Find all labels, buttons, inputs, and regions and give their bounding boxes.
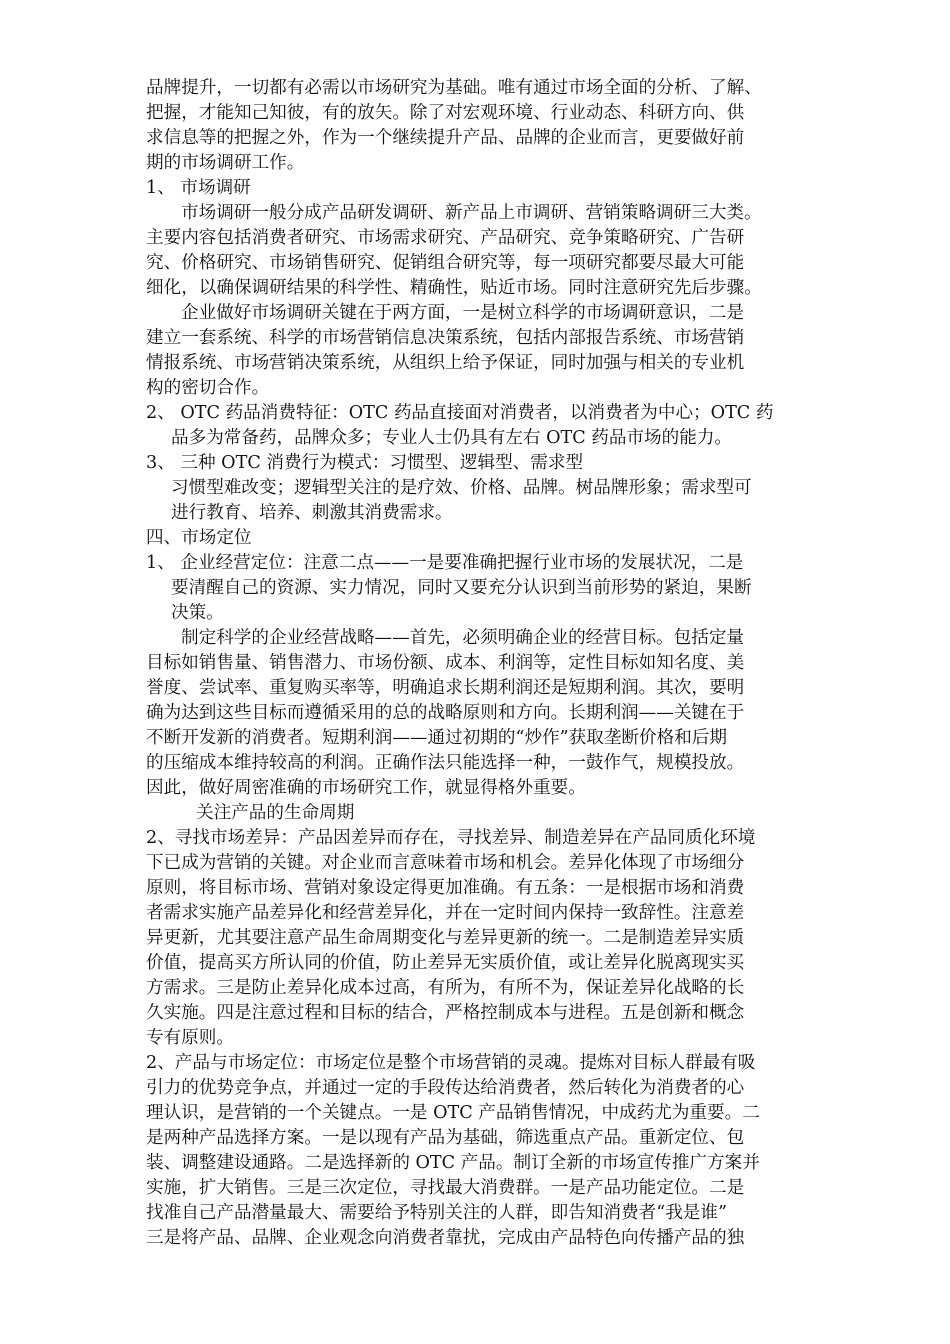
text-line: 细化，以确保调研结果的科学性、精确性，贴近市场。同时注意研究先后步骤。	[146, 278, 762, 298]
text-line: 情报系统、市场营销决策系统，从组织上给予保证，同时加强与相关的专业机	[146, 353, 745, 373]
text-line: 方需求。三是防止差异化成本过高，有所为，有所不为，保证差异化战略的长	[146, 978, 745, 998]
text-line: 把握，才能知己知彼，有的放矢。除了对宏观环境、行业动态、科研方向、供	[146, 103, 745, 123]
text-line: 下已成为营销的关键。对企业而言意味着市场和机会。差异化体现了市场细分	[146, 853, 745, 873]
text-line: 因此，做好周密准确的市场研究工作，就显得格外重要。	[146, 778, 586, 798]
text-line: 品多为常备药，品牌众多；专业人士仍具有左右 OTC 药品市场的能力。	[171, 428, 733, 448]
text-line: 专有原则。	[146, 1028, 234, 1048]
text-line: 久实施。四是注意过程和目标的结合，严格控制成本与进程。五是创新和概念	[146, 1003, 745, 1023]
text-line: 主要内容包括消费者研究、市场需求研究、产品研究、竞争策略研究、广告研	[146, 228, 745, 248]
text-line: 制定科学的企业经营战略——首先，必须明确企业的经营目标。包括定量	[181, 628, 745, 648]
text-line: 要清醒自己的资源、实力情况，同时又要充分认识到当前形势的紧迫，果断	[171, 578, 752, 598]
section-heading: 关注产品的生命周期	[196, 803, 355, 823]
text-line: 誉度、尝试率、重复购买率等，明确追求长期利润还是短期利润。其次，要明	[146, 678, 745, 698]
list-item: 2、 OTC 药品消费特征：OTC 药品直接面对消费者，以消费者为中心；OTC 药	[146, 403, 774, 423]
text-line: 三是将产品、品牌、企业观念向消费者靠扰，完成由产品特色向传播产品的独	[146, 1228, 745, 1248]
text-line: 目标如销售量、销售潜力、市场份额、成本、利润等，定性目标如知名度、美	[146, 653, 745, 673]
document-body	[146, 76, 810, 1251]
text-line: 价值，提高买方所认同的价值，防止差异无实质价值，或让差异化脱离现实买	[146, 953, 745, 973]
text-line: 者需求实施产品差异化和经营差异化，并在一定时间内保持一致辞性。注意差	[146, 903, 745, 923]
list-item: 2、产品与市场定位：市场定位是整个市场营销的灵魂。提炼对目标人群最有吸	[146, 1053, 756, 1073]
text-line: 装、调整建设通路。二是选择新的 OTC 产品。制订全新的市场宣传推广方案并	[146, 1153, 760, 1173]
text-line: 原则，将目标市场、营销对象设定得更加准确。有五条：一是根据市场和消费	[146, 878, 745, 898]
text-line: 异更新，尤其要注意产品生命周期变化与差异更新的统一。二是制造差异实质	[146, 928, 745, 948]
list-item: 3、 三种 OTC 消费行为模式：习惯型、逻辑型、需求型	[146, 453, 584, 473]
text-line: 找准自己产品潜量最大、需要给予特别关注的人群，即告知消费者“我是谁”	[146, 1203, 727, 1223]
text-line: 构的密切合作。	[146, 378, 270, 398]
text-line: 求信息等的把握之外，作为一个继续提升产品、品牌的企业而言，更要做好前	[146, 128, 745, 148]
text-line: 市场调研一般分成产品研发调研、新产品上市调研、营销策略调研三大类。	[181, 203, 762, 223]
text-line: 究、价格研究、市场销售研究、促销组合研究等，每一项研究都要尽最大可能	[146, 253, 745, 273]
text-line: 品牌提升，一切都有必需以市场研究为基础。唯有通过市场全面的分析、了解、	[146, 78, 762, 98]
text-line: 建立一套系统、科学的市场营销信息决策系统，包括内部报告系统、市场营销	[146, 328, 745, 348]
text-line: 期的市场调研工作。	[146, 153, 305, 173]
text-line: 企业做好市场调研关键在于两方面，一是树立科学的市场调研意识，二是	[181, 303, 745, 323]
text-line: 不断开发新的消费者。短期利润——通过初期的“炒作”获取垄断价格和后期	[146, 728, 727, 748]
text-line: 实施，扩大销售。三是三次定位，寻找最大消费群。一是产品功能定位。二是	[146, 1178, 745, 1198]
section-heading: 四、市场定位	[146, 528, 252, 548]
section-heading: 1、 市场调研	[146, 178, 251, 198]
text-line: 理认识，是营销的一个关键点。一是 OTC 产品销售情况，中成药尤为重要。二	[146, 1103, 760, 1123]
text-line: 是两种产品选择方案。一是以现有产品为基础，筛选重点产品。重新定位、包	[146, 1128, 745, 1148]
text-line: 确为达到这些目标而遵循采用的总的战略原则和方向。长期利润——关键在于	[146, 703, 745, 723]
list-item: 2、寻找市场差异：产品因差异而存在，寻找差异、制造差异在产品同质化环境	[146, 828, 756, 848]
text-line: 引力的优势竞争点，并通过一定的手段传达给消费者，然后转化为消费者的心	[146, 1078, 745, 1098]
text-line: 习惯型难改变；逻辑型关注的是疗效、价格、品牌。树品牌形象；需求型可	[171, 478, 752, 498]
list-item: 1、 企业经营定位：注意二点——一是要准确把握行业市场的发展状况，二是	[146, 553, 744, 573]
text-line: 进行教育、培养、刺激其消费需求。	[171, 503, 453, 523]
text-line: 决策。	[171, 603, 224, 623]
text-line: 的压缩成本维持较高的利润。正确作法只能选择一种，一鼓作气，规模投放。	[146, 753, 745, 773]
